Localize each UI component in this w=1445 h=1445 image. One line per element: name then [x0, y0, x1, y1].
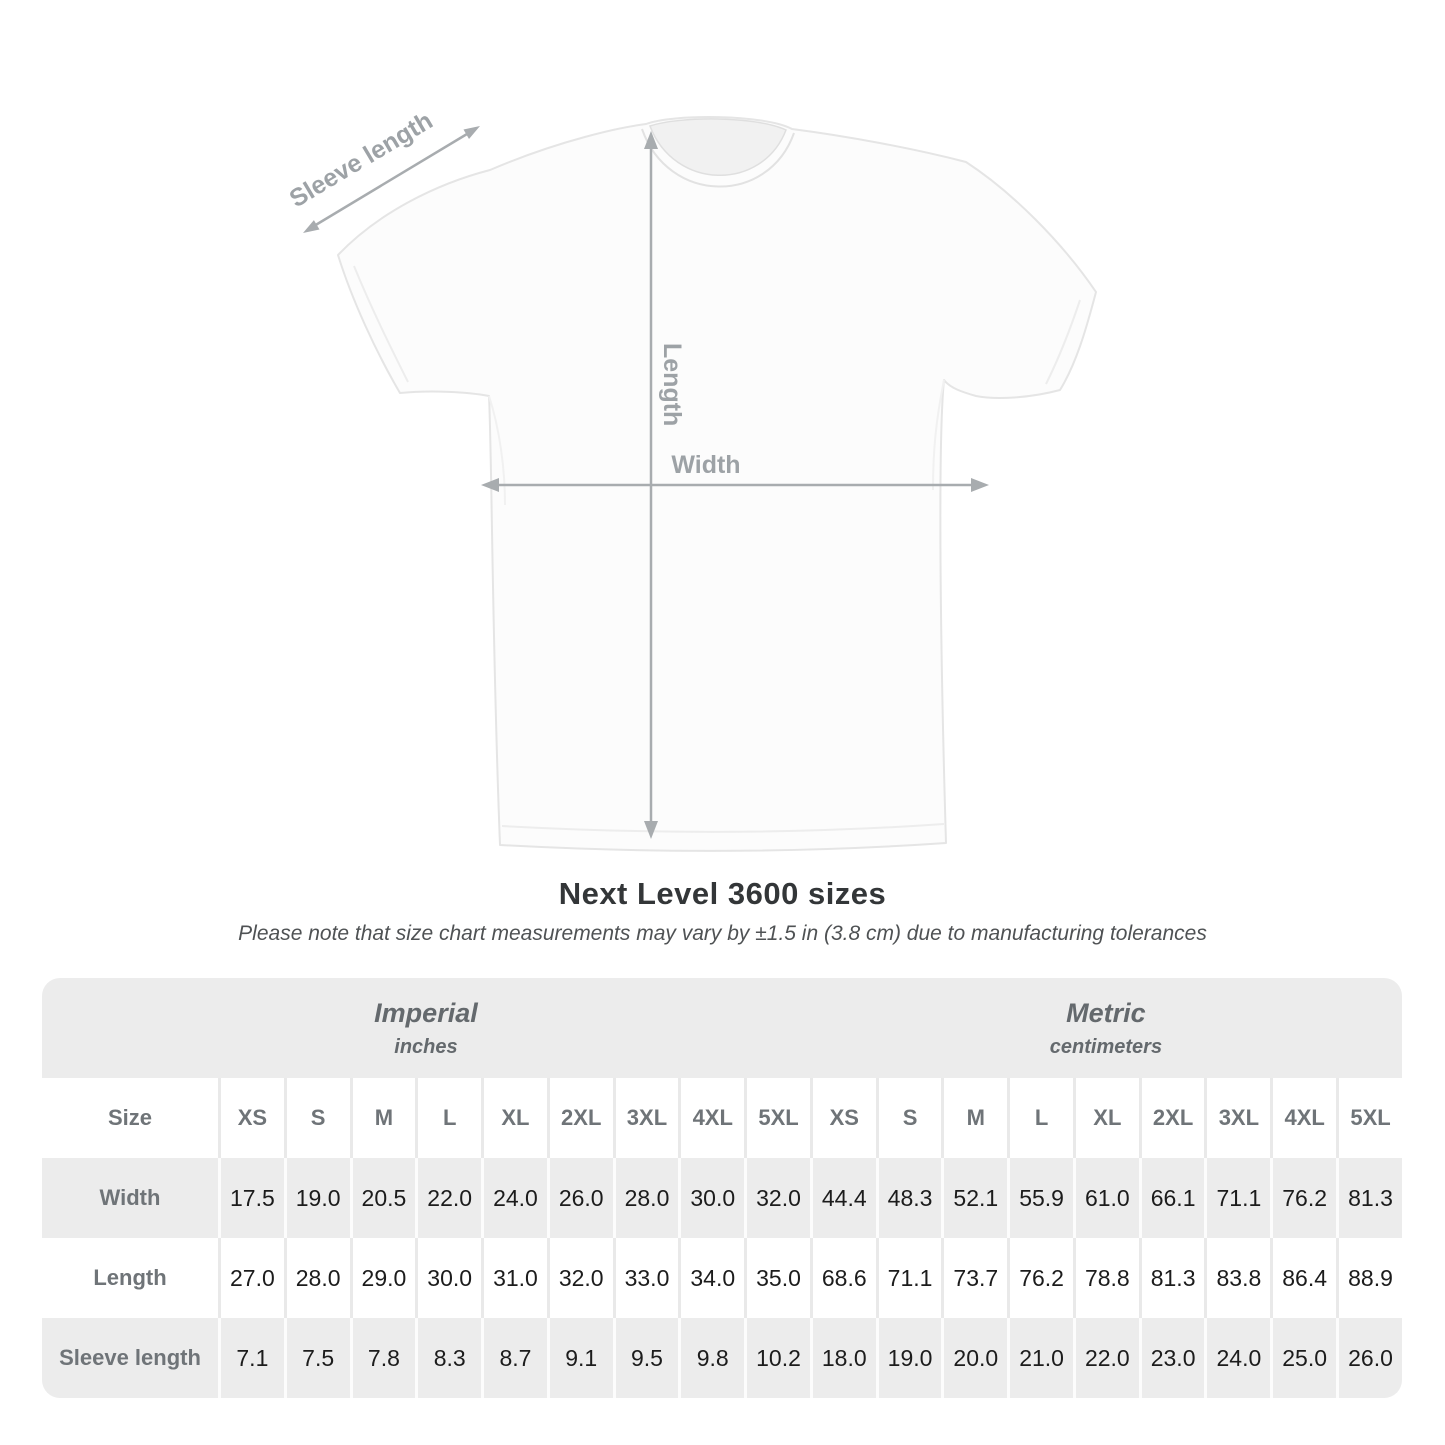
page-subtitle: Please note that size chart measurements may vary by ±1.5 in (3.8 cm) due to manufacturing tolerances: [238, 922, 1207, 945]
page-title: Next Level 3600 sizes: [558, 876, 887, 911]
table-cell: 68.6: [810, 1238, 876, 1318]
table-cell: 33.0: [613, 1238, 679, 1318]
width-row: [42, 1158, 1402, 1238]
table-cell: 10.2: [744, 1318, 810, 1398]
table-cell: 9.1: [547, 1318, 613, 1398]
metric-title: Metric: [1066, 997, 1146, 1028]
table-cell: 26.0: [1336, 1318, 1402, 1398]
size-chart-table: [42, 978, 1402, 1398]
table-cell: 55.9: [1007, 1158, 1073, 1238]
table-cell: 20.0: [941, 1318, 1007, 1398]
column-header: S: [876, 1078, 942, 1158]
metric-unit: centimeters: [1049, 1035, 1163, 1058]
column-header: L: [415, 1078, 481, 1158]
table-cell: 83.8: [1204, 1238, 1270, 1318]
units-header-row: [42, 978, 1402, 1078]
column-header: 2XL: [1139, 1078, 1205, 1158]
length-row: [42, 1238, 1402, 1318]
table-cell: 86.4: [1270, 1238, 1336, 1318]
table-cell: 25.0: [1270, 1318, 1336, 1398]
column-header: 5XL: [744, 1078, 810, 1158]
column-header: XS: [810, 1078, 876, 1158]
table-cell: 52.1: [941, 1158, 1007, 1238]
sleeve-length-label: Sleeve length: [284, 106, 438, 214]
table-cell: 76.2: [1007, 1238, 1073, 1318]
column-header: 4XL: [678, 1078, 744, 1158]
sleeve-length-row: [42, 1318, 1402, 1398]
table-cell: 28.0: [613, 1158, 679, 1238]
table-cell: 44.4: [810, 1158, 876, 1238]
table-cell: 35.0: [744, 1238, 810, 1318]
imperial-unit: inches: [394, 1035, 458, 1058]
table-cell: 22.0: [415, 1158, 481, 1238]
table-cell: 48.3: [876, 1158, 942, 1238]
column-header: 3XL: [1204, 1078, 1270, 1158]
table-cell: 7.5: [284, 1318, 350, 1398]
table-cell: 17.5: [218, 1158, 284, 1238]
width-label: Width: [671, 451, 741, 479]
table-cell: 78.8: [1073, 1238, 1139, 1318]
table-cell: 18.0: [810, 1318, 876, 1398]
table-cell: 66.1: [1139, 1158, 1205, 1238]
column-header: 3XL: [613, 1078, 679, 1158]
table-cell: 71.1: [1204, 1158, 1270, 1238]
table-cell: 30.0: [415, 1238, 481, 1318]
table-cell: 88.9: [1336, 1238, 1402, 1318]
column-header: 5XL: [1336, 1078, 1402, 1158]
table-cell: 27.0: [218, 1238, 284, 1318]
table-cell: 22.0: [1073, 1318, 1139, 1398]
size-header-row: [42, 1078, 1402, 1158]
table-cell: 20.5: [350, 1158, 416, 1238]
table-cell: 8.7: [481, 1318, 547, 1398]
table-cell: 81.3: [1139, 1238, 1205, 1318]
table-cell: 81.3: [1336, 1158, 1402, 1238]
table-cell: 76.2: [1270, 1158, 1336, 1238]
length-label: Length: [658, 343, 686, 427]
table-cell: 71.1: [876, 1238, 942, 1318]
imperial-header: [42, 978, 810, 1078]
table-cell: 26.0: [547, 1158, 613, 1238]
column-header: 4XL: [1270, 1078, 1336, 1158]
length-row-label: Length: [42, 1238, 218, 1318]
table-cell: 7.8: [350, 1318, 416, 1398]
table-cell: 23.0: [1139, 1318, 1205, 1398]
table-cell: 32.0: [744, 1158, 810, 1238]
table-cell: 24.0: [481, 1158, 547, 1238]
column-header: M: [350, 1078, 416, 1158]
table-cell: 29.0: [350, 1238, 416, 1318]
imperial-title: Imperial: [374, 997, 478, 1028]
table-cell: 31.0: [481, 1238, 547, 1318]
table-cell: 61.0: [1073, 1158, 1139, 1238]
metric-header: [810, 978, 1402, 1078]
table-cell: 7.1: [218, 1318, 284, 1398]
table-cell: 32.0: [547, 1238, 613, 1318]
column-header: S: [284, 1078, 350, 1158]
column-header: XL: [1073, 1078, 1139, 1158]
table-cell: 30.0: [678, 1158, 744, 1238]
column-header: XS: [218, 1078, 284, 1158]
table-cell: 19.0: [284, 1158, 350, 1238]
column-header: M: [941, 1078, 1007, 1158]
table-cell: 9.5: [613, 1318, 679, 1398]
table-cell: 28.0: [284, 1238, 350, 1318]
table-cell: 19.0: [876, 1318, 942, 1398]
column-header: 2XL: [547, 1078, 613, 1158]
table-cell: 34.0: [678, 1238, 744, 1318]
column-header: L: [1007, 1078, 1073, 1158]
table-cell: 8.3: [415, 1318, 481, 1398]
size-row-label: Size: [42, 1078, 218, 1158]
table-cell: 21.0: [1007, 1318, 1073, 1398]
table-cell: 9.8: [678, 1318, 744, 1398]
width-row-label: Width: [42, 1158, 218, 1238]
table-cell: 24.0: [1204, 1318, 1270, 1398]
column-header: XL: [481, 1078, 547, 1158]
table-cell: 73.7: [941, 1238, 1007, 1318]
sleeve-row-label: Sleeve length: [42, 1318, 218, 1398]
